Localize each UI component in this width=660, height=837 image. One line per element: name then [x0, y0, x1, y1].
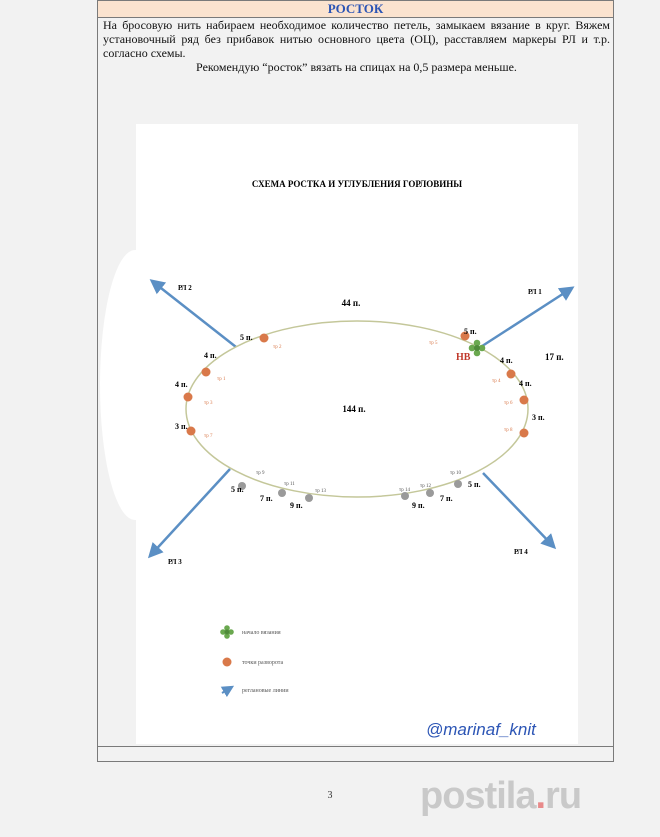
- watermark-main: postila: [420, 775, 536, 817]
- turn-point: [507, 370, 516, 379]
- raglan-3-label: РЛ 3: [168, 558, 182, 566]
- watermark-logo: [420, 775, 660, 835]
- turn-label: тр 2: [273, 345, 282, 350]
- turn-point: [260, 334, 269, 343]
- turn-label: тр 8: [504, 428, 513, 433]
- turn-count: 4 п.: [204, 351, 217, 360]
- page-number: 3: [327, 790, 333, 801]
- turn-count: 4 п.: [175, 380, 188, 389]
- start-label: НВ: [456, 352, 471, 363]
- turn-label: тр 6: [504, 401, 513, 406]
- section-title: РОСТОК: [98, 1, 613, 18]
- turn-label: тр 1: [217, 377, 226, 382]
- legend-start-text: начало вязания: [242, 630, 281, 636]
- turn-count: 9 п.: [290, 501, 303, 510]
- raglan-4-label: РЛ 4: [514, 548, 528, 556]
- turn-label: тр 13: [315, 489, 326, 494]
- turn-label: тр 12: [420, 484, 431, 489]
- turn-count: 9 п.: [412, 501, 425, 510]
- turn-count: 5 п.: [468, 480, 481, 489]
- turn-point-back: [401, 492, 409, 500]
- turn-label: тр 14: [399, 488, 410, 493]
- raglan-2-label: РЛ 2: [178, 284, 192, 292]
- turn-point-back: [278, 489, 286, 497]
- turn-point: [520, 396, 529, 405]
- turn-label: тр 10: [450, 471, 461, 476]
- turn-count: 5 п.: [240, 333, 253, 342]
- right-count: 17 п.: [545, 352, 564, 362]
- turn-point-back: [305, 494, 313, 502]
- turn-count: 3 п.: [175, 422, 188, 431]
- turn-point: [520, 429, 529, 438]
- legend-raglan-text: реглановые линии: [242, 688, 289, 694]
- diagram-title: СХЕМА РОСТКА И УГЛУБЛЕНИЯ ГОРЛОВИНЫ: [251, 179, 463, 189]
- turn-label: тр 11: [284, 482, 295, 487]
- turn-count: 5 п.: [464, 327, 477, 336]
- turn-label: тр 4: [492, 379, 501, 384]
- turn-label: тр 3: [204, 401, 213, 406]
- raglan-1-label: РЛ 1: [528, 288, 542, 296]
- raglan-line-1: [476, 288, 572, 350]
- frame-bottom-rule: [97, 746, 614, 747]
- legend-turn-icon: [223, 658, 232, 667]
- turn-count: 3 п.: [532, 413, 545, 422]
- center-count: 144 п.: [342, 404, 366, 414]
- turn-count: 5 п.: [231, 485, 244, 494]
- turn-point: [187, 427, 196, 436]
- raglan-line-3: [150, 469, 230, 556]
- signature: @marinaf_knit: [426, 720, 536, 739]
- raglan-line-2: [152, 281, 236, 347]
- diagram-figure: [136, 124, 578, 744]
- turn-count: 7 п.: [440, 494, 453, 503]
- legend-turn-text: точки разворота: [242, 660, 284, 666]
- turn-point-back: [454, 480, 462, 488]
- turn-count: 4 п.: [500, 356, 513, 365]
- intro-paragraph-2: Рекомендую “росток” вязать на спицах на 0,5 размера меньше.: [196, 60, 517, 74]
- turn-label: тр 5: [429, 341, 438, 346]
- legend-start-icon: [220, 625, 234, 639]
- watermark-tld: ru: [545, 775, 582, 817]
- intro-paragraph-1: На бросовую нить набираем необходимое количество петель, замыкаем вязание в круг. Вяжем установочный ряд без прибавок нитью основного цвета (ОЦ), расставляем маркеры РЛ и т.р. согласно схемы.: [103, 18, 610, 60]
- turn-point: [202, 368, 211, 377]
- watermark-dot: .: [535, 775, 546, 817]
- start-marker-icon: [469, 340, 486, 357]
- turn-count: 7 п.: [260, 494, 273, 503]
- intro-text: [103, 18, 610, 74]
- turn-count: 4 п.: [519, 379, 532, 388]
- top-count: 44 п.: [341, 298, 361, 308]
- legend-raglan-icon: [222, 687, 232, 693]
- turn-point: [184, 393, 193, 402]
- turn-label: тр 7: [204, 434, 213, 439]
- turn-point-back: [426, 489, 434, 497]
- neckline-diagram: [136, 124, 578, 744]
- raglan-line-4: [483, 473, 554, 547]
- turn-label: тр 9: [256, 471, 265, 476]
